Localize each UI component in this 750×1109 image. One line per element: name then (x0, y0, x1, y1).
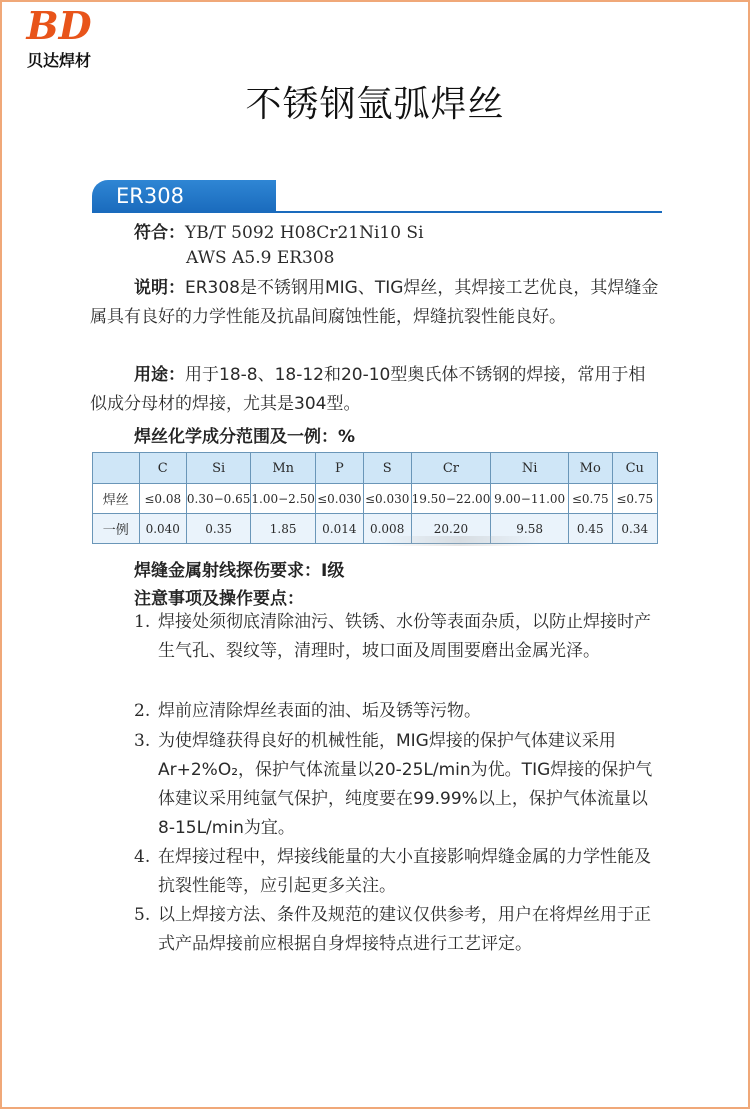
spec-standard-2: AWS A5.9 ER308 (186, 248, 335, 268)
table-row (93, 514, 658, 544)
table-header-cell: P (315, 453, 363, 484)
table-header-cell: Ni (491, 453, 569, 484)
table-cell: 0.014 (315, 514, 363, 544)
spec-line-2 (186, 248, 334, 268)
table-cell: ≤0.75 (612, 484, 657, 514)
table-header-cell: Cr (411, 453, 491, 484)
table-cell: 0.040 (139, 514, 186, 544)
product-code-tab: ER308 (92, 180, 276, 212)
table-row (93, 484, 658, 514)
description-paragraph (90, 274, 662, 332)
spec-line-1 (134, 218, 424, 243)
table-header-cell: Cu (612, 453, 657, 484)
description-text: ER308是不锈钢用MIG、TIG焊丝，其焊接工艺优良，其焊缝金属具有良好的力学性能及抗晶间腐蚀性能，焊缝抗裂性能良好。 (90, 278, 659, 327)
table-cell: ≤0.030 (363, 484, 411, 514)
table-cell: 1.00−2.50 (251, 484, 316, 514)
scan-smudge (380, 536, 540, 546)
usage-paragraph (90, 361, 662, 419)
list-item (134, 697, 664, 726)
table-header-cell: Mo (568, 453, 612, 484)
table-cell: 19.50−22.00 (411, 484, 491, 514)
tab-underline (92, 211, 662, 213)
xray-requirement: 焊缝金属射线探伤要求：Ⅰ级 (134, 561, 345, 581)
table-cell: 0.45 (568, 514, 612, 544)
list-item-number: 4. (134, 847, 151, 867)
table-cell: 一例 (93, 514, 140, 544)
spec-label: 符合： (134, 223, 185, 243)
list-item-text: 焊前应清除焊丝表面的油、垢及锈等污物。 (158, 701, 481, 721)
table-header-cell (93, 453, 140, 484)
list-item (134, 608, 664, 666)
brand-name: 贝达焊材 (26, 51, 91, 70)
table-cell: ≤0.75 (568, 484, 612, 514)
table-cell: 20.20 (411, 514, 491, 544)
list-item (134, 727, 664, 843)
table-header-cell: C (139, 453, 186, 484)
table-cell: ≤0.030 (315, 484, 363, 514)
list-item-text: 以上焊接方法、条件及规范的建议仅供参考，用户在将焊丝用于正式产品焊接前应根据自身焊接特点进行工艺评定。 (158, 905, 651, 954)
bd-logo-icon (24, 6, 94, 46)
table-cell: ≤0.08 (139, 484, 186, 514)
list-item-number: 3. (134, 731, 151, 751)
list-item-text: 在焊接过程中，焊接线能量的大小直接影响焊缝金属的力学性能及抗裂性能等，应引起更多关注。 (158, 847, 651, 896)
table-cell: 0.30−0.65 (186, 484, 251, 514)
table-cell: 0.008 (363, 514, 411, 544)
table-cell: 焊丝 (93, 484, 140, 514)
table-header-cell: S (363, 453, 411, 484)
list-item-text: 为使焊缝获得良好的机械性能，MIG焊接的保护气体建议采用Ar+2%O₂，保护气体流量以20-25L/min为优。TIG焊接的保护气体建议采用纯氩气保护，纯度要在99.99%以上，保护气体流量以8-15L/min为宜。 (158, 731, 653, 838)
list-item-number: 1. (134, 612, 151, 632)
table-header-cell: Mn (251, 453, 316, 484)
list-item-text: 焊接处须彻底清除油污、铁锈、水份等表面杂质，以防止焊接时产生气孔、裂纹等，清理时，坡口面及周围要磨出金属光泽。 (158, 612, 651, 661)
table-header-cell: Si (186, 453, 251, 484)
list-item (134, 901, 664, 959)
usage-label: 用途： (134, 365, 185, 385)
brand-logo (16, 6, 102, 70)
list-item (134, 843, 664, 901)
list-item-number: 5. (134, 905, 151, 925)
list-item-number: 2. (134, 701, 151, 721)
table-cell: 9.00−11.00 (491, 484, 569, 514)
page-title: 不锈钢氩弧焊丝 (245, 84, 505, 125)
chemical-composition-table (92, 452, 658, 544)
notes-title: 注意事项及操作要点： (134, 589, 304, 609)
description-label: 说明： (134, 278, 185, 298)
chem-title: 焊丝化学成分范围及一例：% (134, 427, 356, 447)
table-cell: 0.35 (186, 514, 251, 544)
table-header-row (93, 453, 658, 484)
usage-text: 用于18-8、18-12和20-10型奥氏体不锈钢的焊接，常用于相似成分母材的焊接，尤其是304型。 (90, 365, 646, 414)
table-cell: 1.85 (251, 514, 316, 544)
spec-standard-1: YB/T 5092 H08Cr21Ni10 Si (185, 223, 424, 243)
table-cell: 9.58 (491, 514, 569, 544)
svg-text:BD: BD (26, 6, 92, 46)
table-cell: 0.34 (612, 514, 657, 544)
